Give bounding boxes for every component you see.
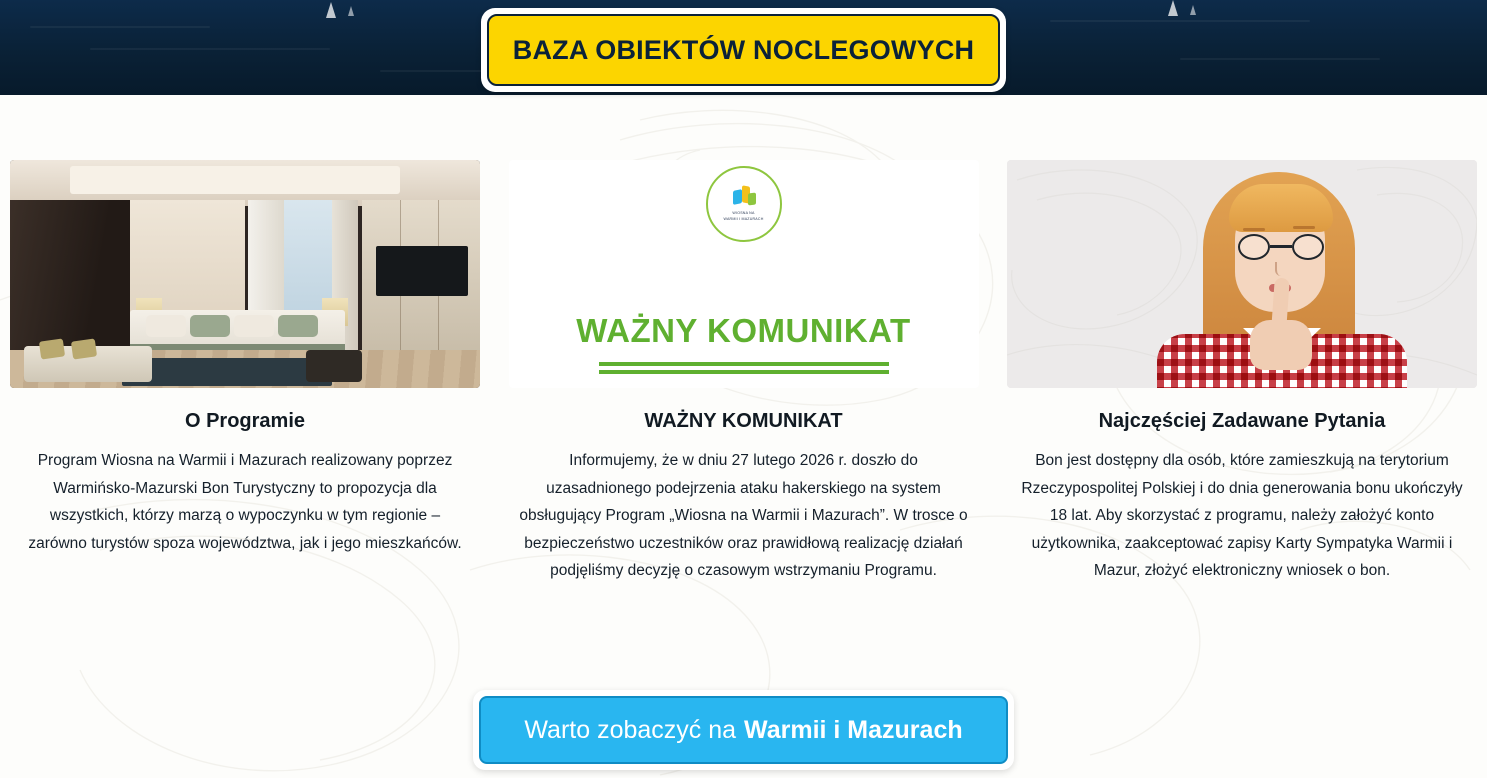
komunikat-heading: WAŻNY KOMUNIKAT <box>576 312 911 349</box>
sailboat-icon <box>1190 5 1196 15</box>
card-title: WAŻNY KOMUNIKAT <box>644 410 843 432</box>
sailboat-icon <box>1168 0 1178 16</box>
komunikat-graphic <box>509 160 979 388</box>
faq-image <box>1007 160 1477 388</box>
card-text: Program Wiosna na Warmii i Mazurach realizowany poprzez Warmińsko-Mazurski Bon Turystyczny to propozycja dla wszystkich, którzy marzą o wypoczynku w tym regionie – zarówno turystów spoza województwa, jak i jego mieszkańców. <box>28 452 462 552</box>
hotel-room-image <box>10 160 480 388</box>
card-title: O Programie <box>184 410 306 432</box>
card-text: Bon jest dostępny dla osób, które zamieszkują na terytorium Rzeczypospolitej Polskiej i do dnia generowania bonu ukończyły 18 lat. Aby skorzystać z programu, należy założyć konto użytkownika, zaakceptować zapisy Karty Sympatyka Warmii i Mazur, złożyć elektroniczny wniosek o bon. <box>1021 452 1463 580</box>
card-wazny-komunikat[interactable] <box>509 160 979 585</box>
card-faq[interactable] <box>1007 160 1477 585</box>
warto-zobaczyc-button[interactable] <box>479 696 1008 764</box>
card-o-programie[interactable] <box>10 160 480 585</box>
program-logo-icon <box>706 166 782 242</box>
sailboat-icon <box>348 6 354 16</box>
page-title: BAZA OBIEKTÓW NOCLEGOWYCH <box>487 14 1000 86</box>
divider <box>599 370 889 374</box>
cta-label-bold: Warmii i Mazurach <box>744 715 963 744</box>
glasses-icon <box>1238 234 1324 260</box>
divider <box>599 362 889 366</box>
card-text: Informujemy, że w dniu 27 lutego 2026 r. doszło do uzasadnionego podejrzenia ataku hakerskiego na system obsługujący Program „Wiosna na Warmii i Mazurach”. W trosce o bezpieczeństwo uczestników oraz prawidłową realizację działań podjęliśmy decyzję o czasowym wstrzymaniu Programu. <box>519 452 968 580</box>
logo-caption: WIOSNA NA WARMII I MAZURACH <box>723 211 764 221</box>
cta-container <box>473 690 1014 770</box>
card-title: Najczęściej Zadawane Pytania <box>1098 410 1386 432</box>
sailboat-icon <box>326 2 336 18</box>
cards-row <box>0 160 1487 585</box>
cta-label: Warto zobaczyć na <box>524 715 737 744</box>
banner-title-container <box>481 8 1006 92</box>
